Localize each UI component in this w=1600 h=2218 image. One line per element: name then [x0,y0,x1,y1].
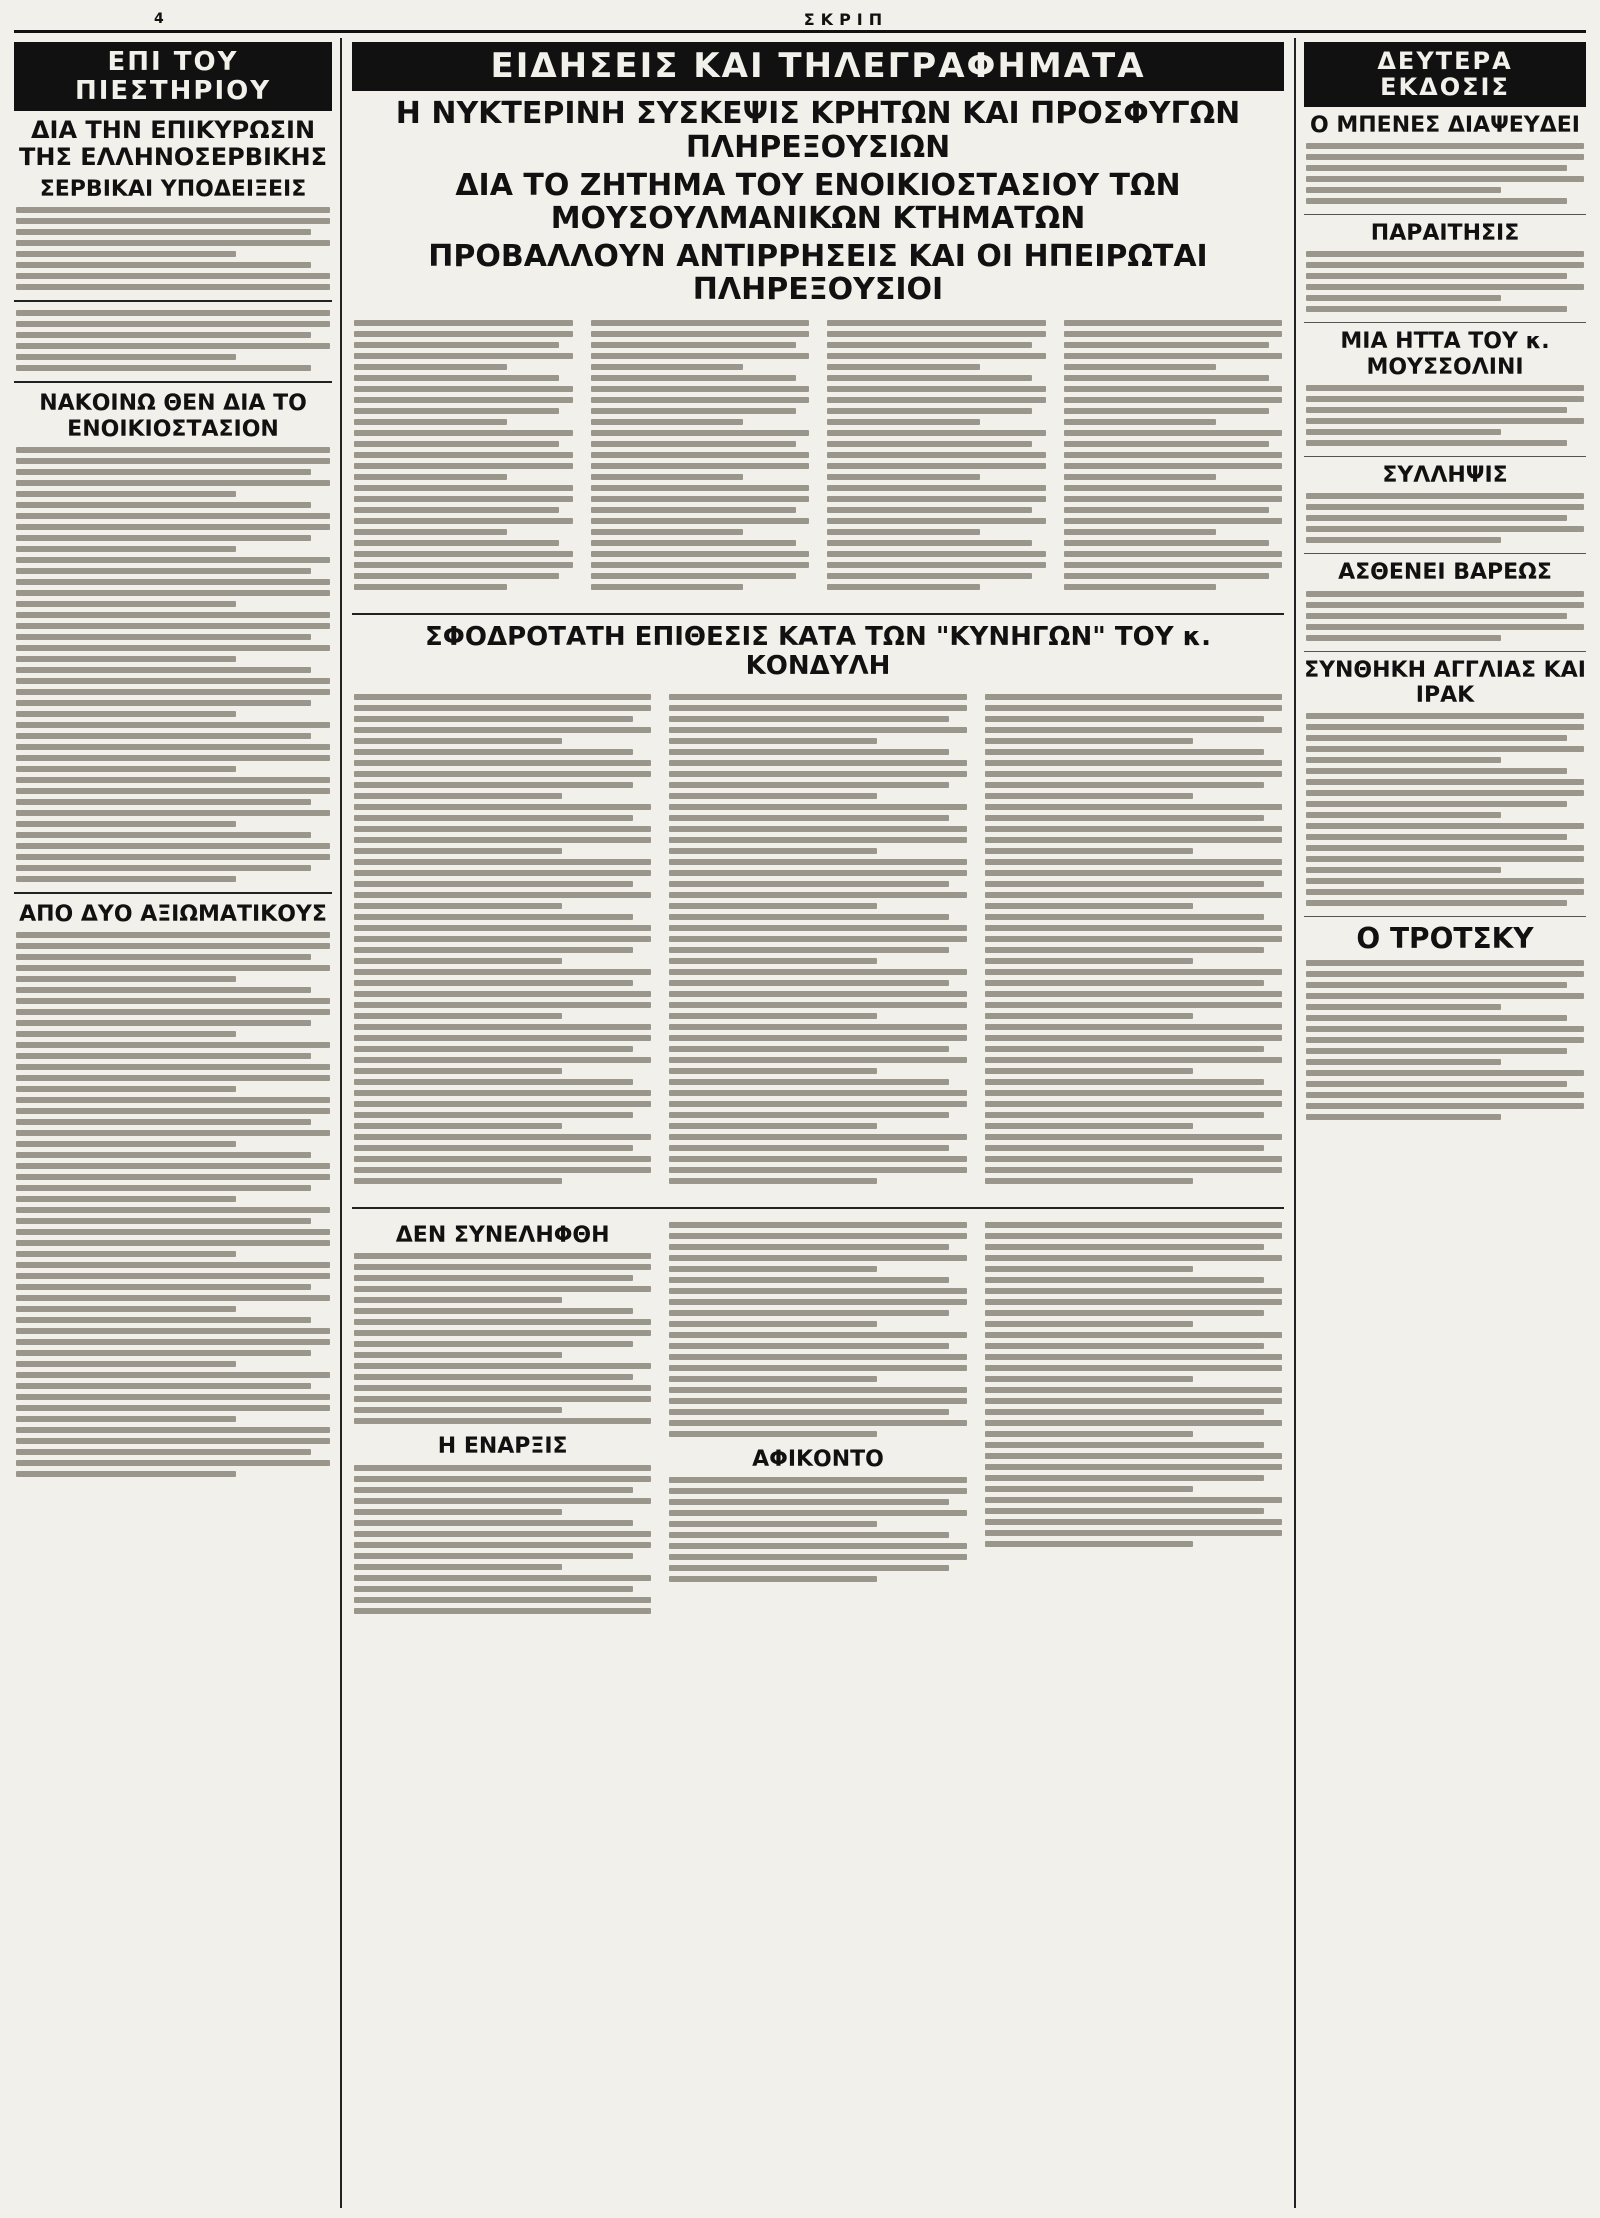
story-3-headline: ΔΕΝ ΣΥΝΕΛΗΦΘΗ [395,1223,610,1249]
left-body-2 [16,310,330,371]
center-column [352,38,1284,2208]
right-kicker: ΔΕΥΤΕΡΑ ΕΚΔΟΣΙΣ [1304,42,1586,107]
page-number: 4 [154,11,164,27]
story-4-headline: Η ΕΝΑΡΞΙΣ [437,1434,568,1460]
newspaper-page [14,8,1586,2208]
right-h4: ΣΥΛΛΗΨΙΣ [1382,462,1508,488]
lead-headline-3: ΠΡΟΒΑΛΛΟΥΝ ΑΝΤΙΡΡΗΣΕΙΣ ΚΑΙ ΟΙ ΗΠΕΙΡΩΤΑΙ ΠΛΗΡΕΞΟΥΣΙΟΙ [428,238,1208,308]
divider [352,613,1284,615]
divider [14,300,332,302]
right-h7: Ο ΤΡΟΤΣΚΥ [1356,922,1534,956]
right-h2: ΠΑΡΑΙΤΗΣΙΣ [1370,221,1520,247]
left-kicker: ΕΠΙ ΤΟΥ ΠΙΕΣΤΗΡΙΟΥ [14,42,332,111]
paper-name: ΣΚΡΙΠ [803,9,889,29]
divider [352,1207,1284,1209]
divider [14,381,332,383]
left-headline-2: ΣΕΡΒΙΚΑΙ ΥΠΟΔΕΙΞΕΙΣ [39,176,307,202]
column-rule [340,38,342,2208]
masthead [14,8,1586,33]
right-column [1304,38,1586,2208]
story-5-headline: ΑΦΙΚΟΝΤΟ [752,1447,884,1473]
left-column [14,38,332,2208]
lead-headline-1: Η ΝΥΚΤΕΡΙΝΗ ΣΥΣΚΕΨΙΣ ΚΡΗΤΩΝ ΚΑΙ ΠΡΟΣΦΥΓΩΝ ΠΛΗΡΕΞΟΥΣΙΩΝ [395,96,1241,165]
right-h1: Ο ΜΠΕΝΕΣ ΔΙΑΨΕΥΔΕΙ [1310,112,1580,138]
left-body-1 [16,207,330,290]
story-2-headline: ΣΦΟΔΡΟΤΑΤΗ ΕΠΙΘΕΣΙΣ ΚΑΤΑ ΤΩΝ "ΚΥΝΗΓΩΝ" ΤΟΥ κ. ΚΟΝΔΥΛΗ [425,621,1211,682]
left-section-3: ΑΠΟ ΔΥΟ ΑΞΙΩΜΑΤΙΚΟΥΣ [19,901,327,927]
divider [14,892,332,894]
story-2-body [352,685,1284,1199]
lead-body [352,311,1284,605]
lead-headline-2: ΔΙΑ ΤΟ ΖΗΤΗΜΑ ΤΟΥ ΕΝΟΙΚΙΟΣΤΑΣΙΟΥ ΤΩΝ ΜΟΥΣΟΥΛΜΑΝΙΚΩΝ ΚΤΗΜΑΤΩΝ [455,167,1181,237]
lower-stories [352,1217,1284,1624]
left-headline: ΔΙΑ ΤΗΝ ΕΠΙΚΥΡΩΣΙΝ ΤΗΣ ΕΛΛΗΝΟΣΕΡΒΙΚΗΣ [18,116,327,172]
right-h5: ΑΣΘΕΝΕΙ ΒΑΡΕΩΣ [1338,560,1552,586]
right-h6: ΣΥΝΘΗΚΗ ΑΓΓΛΙΑΣ ΚΑΙ ΙΡΑΚ [1304,657,1586,708]
right-h3: ΜΙΑ ΗΤΤΑ ΤΟΥ κ. ΜΟΥΣΣΟΛΙΝΙ [1340,329,1550,380]
left-section-2: ΝΑΚΟΙΝΩ ΘΕΝ ΔΙΑ ΤΟ ΕΝΟΙΚΙΟΣΤΑΣΙΟΝ [39,391,307,442]
left-body-3 [16,447,330,882]
news-band: ΕΙΔΗΣΕΙΣ ΚΑΙ ΤΗΛΕΓΡΑΦΗΜΑΤΑ [352,42,1284,91]
column-rule [1294,38,1296,2208]
left-body-4 [16,932,330,1477]
